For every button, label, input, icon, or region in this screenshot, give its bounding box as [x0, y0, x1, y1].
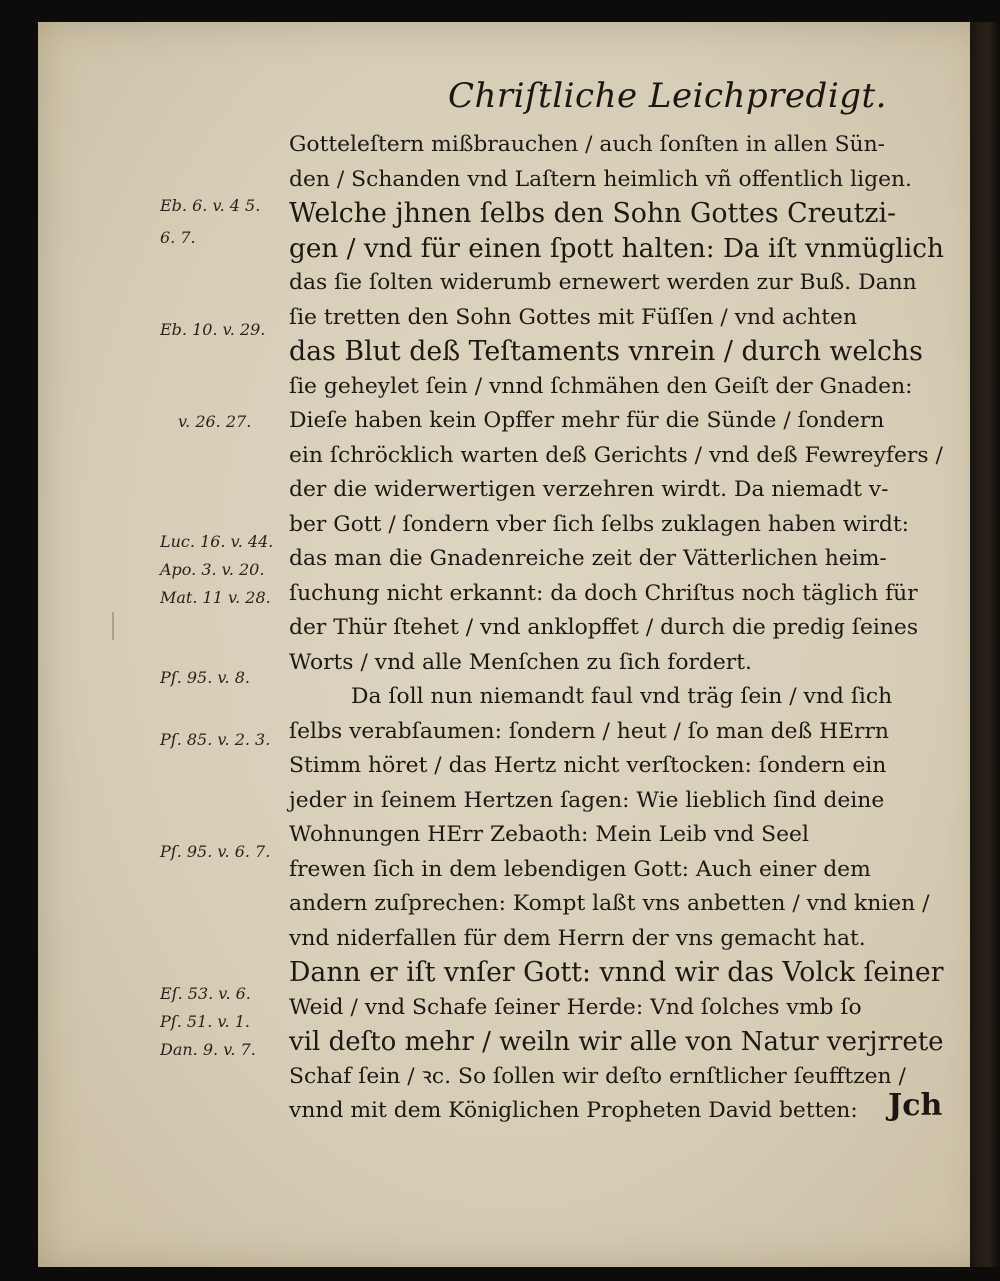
margin-note: Eb. 10. v. 29.	[160, 320, 266, 339]
text-line: Dieſe haben kein Opffer mehr für die Sünde / ſondern	[289, 408, 885, 433]
text-line: vil deſto mehr / weiln wir alle von Natur verjrrete	[289, 1027, 944, 1057]
margin-note: Pſ. 85. v. 2. 3.	[160, 730, 271, 749]
text-line: vnnd mit dem Königlichen Propheten David betten:	[289, 1098, 858, 1123]
text-line: Da ſoll nun niemandt faul vnd träg ſein / vnd ſich	[351, 684, 893, 709]
text-line: ber Gott / ſondern vber ſich ſelbs zuklagen haben wirdt:	[289, 511, 910, 537]
text-line: der die widerwertigen verzehren wirdt. Da niemadt v-	[289, 477, 889, 502]
text-line: Gotteleſtern mißbrauchen / auch ſonſten in allen Sün-	[289, 132, 886, 157]
text-line: ſie tretten den Sohn Gottes mit Füſſen / vnd achten	[289, 304, 858, 330]
margin-note: Eb. 6. v. 4 5.	[160, 196, 261, 215]
margin-note: Mat. 11 v. 28.	[160, 588, 271, 607]
margin-note: Pſ. 51. v. 1.	[160, 1012, 250, 1031]
text-line: ſie geheylet ſein / vnnd ſchmähen den Geiſt der Gnaden:	[289, 373, 913, 399]
text-line: Wohnungen HErr Zebaoth: Mein Leib vnd Seel	[289, 822, 809, 847]
margin-note: Pſ. 95. v. 6. 7.	[160, 842, 271, 861]
text-line: ſuchung nicht erkannt: da doch Chriſtus noch täglich für	[289, 580, 918, 606]
pencil-mark	[112, 612, 114, 640]
text-line: den / Schanden vnd Laſtern heimlich vñ offentlich ligen.	[289, 166, 912, 192]
text-line: das man die Gnadenreiche zeit der Vätterlichen heim-	[289, 546, 887, 571]
text-line: frewen ſich in dem lebendigen Gott: Auch einer dem	[289, 856, 871, 882]
margin-note: Luc. 16. v. 44.	[160, 532, 274, 551]
text-line: das ſie ſolten widerumb ernewert werden zur Buß. Dann	[289, 270, 917, 295]
text-line: Welche jhnen ſelbs den Sohn Gottes Creutzi-	[289, 198, 897, 229]
text-line: ſelbs verabſaumen: ſondern / heut / ſo man deß HErrn	[289, 718, 889, 744]
text-line: jeder in ſeinem Hertzen ſagen: Wie lieblich ſind deine	[289, 787, 885, 813]
text-line: Worts / vnd alle Menſchen zu ſich fordert.	[289, 649, 752, 675]
catchword: Jch	[888, 1088, 943, 1123]
text-line: andern zuſprechen: Kompt laßt vns anbetten / vnd knien /	[289, 891, 930, 916]
text-line: Stimm höret / das Hertz nicht verſtocken: ſondern ein	[289, 753, 887, 778]
text-line: Dann er iſt vnſer Gott: vnnd wir das Volck ſeiner	[289, 957, 944, 988]
margin-note: Apo. 3. v. 20.	[160, 560, 265, 579]
text-line: gen / vnd für einen ſpott halten: Da iſt vnmüglich	[289, 233, 944, 264]
margin-note: Pſ. 95. v. 8.	[160, 668, 250, 687]
page-edge-shadow	[970, 22, 1000, 1267]
text-line: Weid / vnd Schafe ſeiner Herde: Vnd ſolches vmb ſo	[289, 994, 862, 1020]
text-line: vnd niderfallen für dem Herrn der vns gemacht hat.	[289, 925, 866, 951]
text-line: ein ſchröcklich warten deß Gerichts / vnd deß Fewreyfers /	[289, 442, 943, 468]
running-header: Chriſtliche Leichpredigt.	[448, 76, 887, 116]
margin-note: Dan. 9. v. 7.	[160, 1040, 256, 1059]
margin-note: v. 26. 27.	[178, 412, 252, 431]
margin-note: 6. 7.	[160, 228, 196, 247]
text-line: Schaf ſein / ꝛc. So ſollen wir deſto ernſtlicher ſeufftzen /	[289, 1063, 906, 1089]
body-text	[289, 128, 949, 1129]
text-line: das Blut deß Teſtaments vnrein / durch welchs	[289, 336, 923, 367]
text-line: der Thür ſtehet / vnd anklopffet / durch die predig ſeines	[289, 615, 919, 640]
margin-note: Eſ. 53. v. 6.	[160, 984, 251, 1003]
